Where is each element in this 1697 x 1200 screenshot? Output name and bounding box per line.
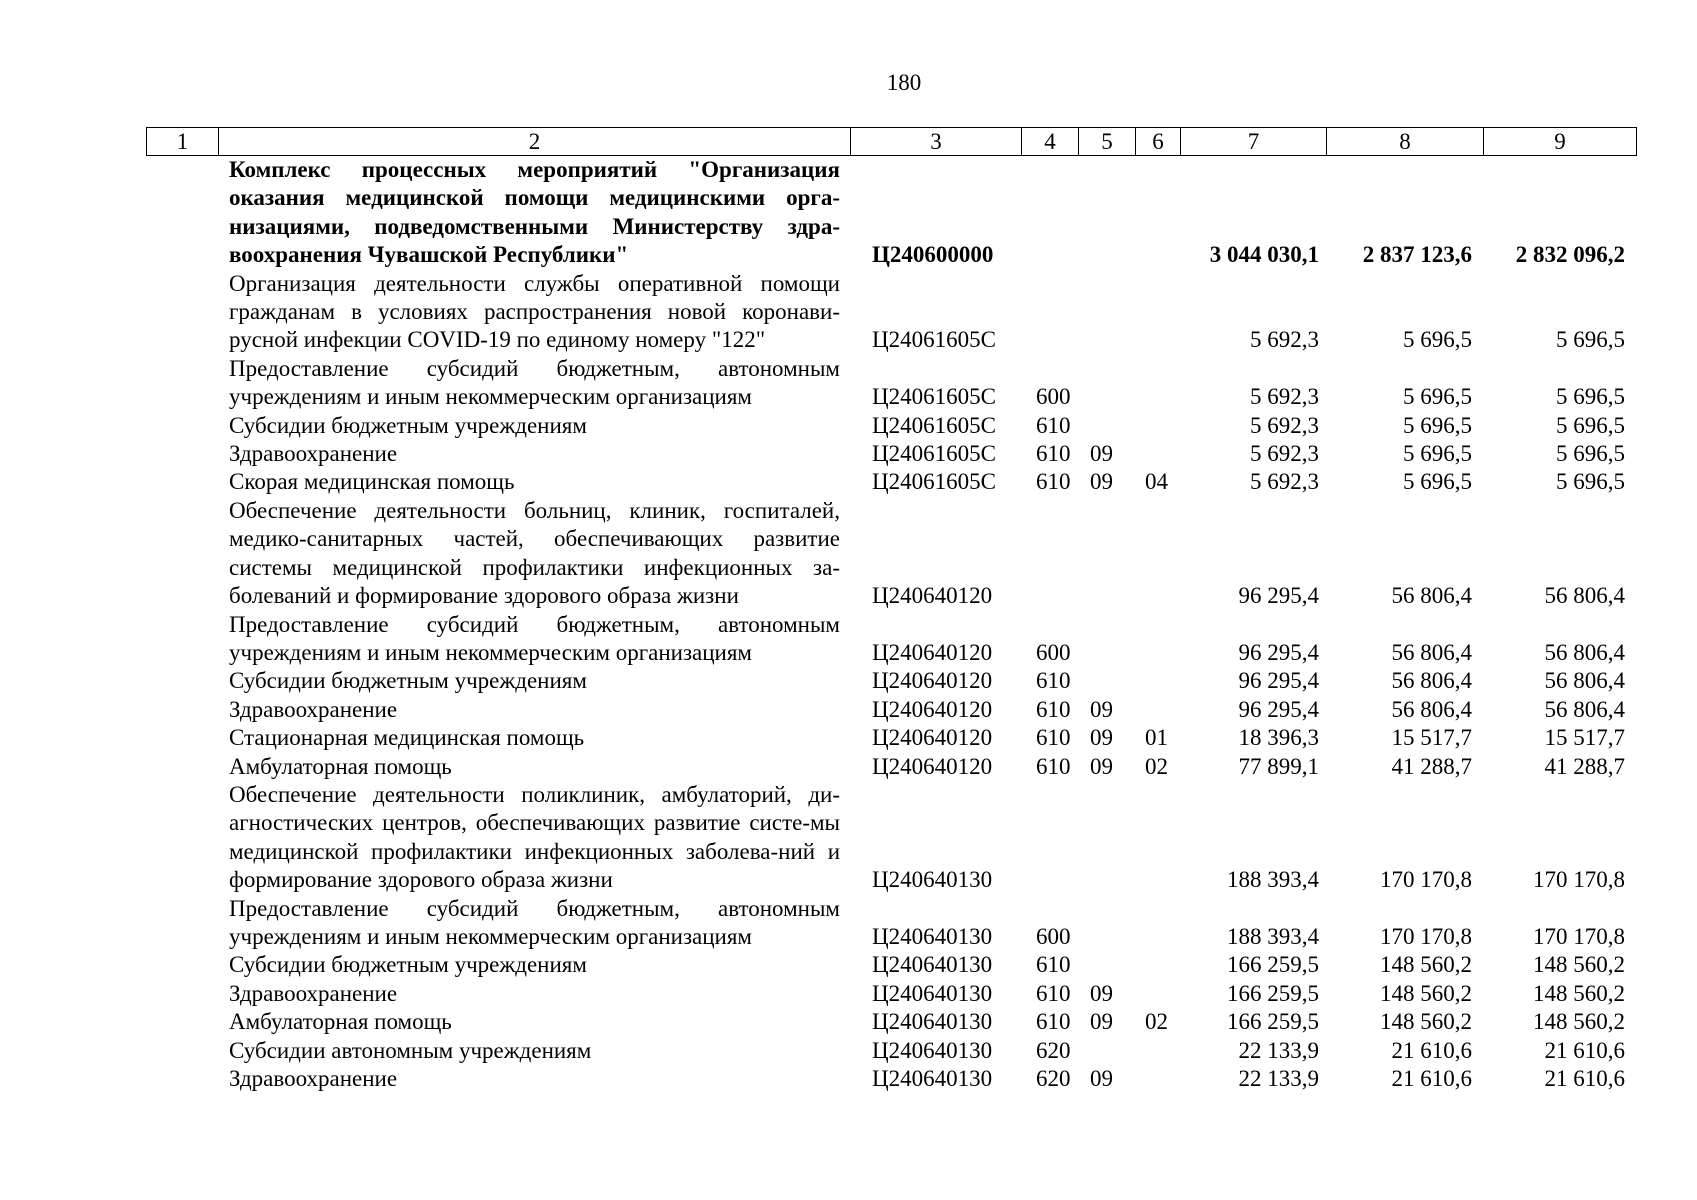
row-number-cell bbox=[146, 980, 218, 1008]
amount-year1-cell: 5 692,3 bbox=[1250, 327, 1319, 353]
target-code-cell: Ц24061605С bbox=[872, 441, 996, 467]
subsection-cell bbox=[1135, 270, 1180, 355]
amount-year1-cell: 166 259,5 bbox=[1227, 952, 1319, 978]
row-name-cell: Скорая медицинская помощь bbox=[229, 469, 515, 495]
row-name-cell: Обеспечение деятельности больниц, клиник, госпиталей, медико-санитарных частей, обеспечивающих развитие системы медицинской профилактики инфекционных за-болеваний и формирование здорового образа жизни bbox=[229, 497, 840, 609]
expense-type-cell: 610 bbox=[1036, 980, 1071, 1006]
section-cell: 09 bbox=[1090, 469, 1113, 495]
row-name-cell: Субсидии бюджетным учреждениям bbox=[229, 952, 587, 978]
target-code-cell: Ц240640130 bbox=[872, 1037, 993, 1063]
amount-year2-cell: 5 696,5 bbox=[1403, 412, 1472, 438]
section-cell: 09 bbox=[1090, 725, 1113, 751]
budget-table-body bbox=[146, 156, 1636, 1093]
section-cell bbox=[1078, 497, 1135, 611]
subsection-cell bbox=[1135, 412, 1180, 440]
subsection-cell bbox=[1135, 951, 1180, 979]
section-cell: 09 bbox=[1090, 980, 1113, 1006]
expense-type-cell: 610 bbox=[1036, 412, 1071, 438]
column-header-table bbox=[146, 127, 1637, 156]
target-code-cell: Ц24061605С bbox=[872, 412, 996, 438]
amount-year1-cell: 96 295,4 bbox=[1238, 583, 1319, 609]
amount-year3-cell: 56 806,4 bbox=[1544, 583, 1625, 609]
row-number-cell bbox=[146, 724, 218, 752]
table-row bbox=[146, 156, 1636, 270]
target-code-cell: Ц240640120 bbox=[872, 639, 993, 665]
table-row bbox=[146, 1008, 1636, 1036]
expense-type-cell bbox=[1021, 781, 1078, 895]
row-name-cell: Комплекс процессных мероприятий "Организация оказания медицинской помощи медицинскими орга-низациями, подведомственными Министерству здра-воохранения Чувашской Республики" bbox=[229, 157, 840, 268]
amount-year3-cell: 56 806,4 bbox=[1544, 696, 1625, 722]
section-cell: 09 bbox=[1090, 441, 1113, 467]
target-code-cell: Ц240640130 bbox=[872, 952, 993, 978]
table-row bbox=[146, 951, 1636, 979]
expense-type-cell: 610 bbox=[1036, 1009, 1071, 1035]
target-code-cell: Ц240640120 bbox=[872, 583, 993, 609]
row-number-cell bbox=[146, 895, 218, 952]
section-cell bbox=[1078, 270, 1135, 355]
row-number-cell bbox=[146, 951, 218, 979]
column-header-cell: 4 bbox=[1022, 128, 1079, 156]
row-number-cell bbox=[146, 412, 218, 440]
section-cell bbox=[1078, 355, 1135, 412]
subsection-cell: 02 bbox=[1145, 1009, 1168, 1035]
expense-type-cell bbox=[1021, 497, 1078, 611]
target-code-cell: Ц240640130 bbox=[872, 1066, 993, 1091]
row-name-cell: Обеспечение деятельности поликлиник, амбулаторий, ди-агностических центров, обеспечивающих развитие систе-мы медицинской профилактики инфекционных заболева-ний и формирование здорового образа жизни bbox=[229, 781, 840, 893]
table-row bbox=[146, 355, 1636, 412]
column-header-cell: 7 bbox=[1181, 128, 1327, 156]
column-header-cell: 2 bbox=[219, 128, 851, 156]
expense-type-cell: 620 bbox=[1036, 1066, 1071, 1091]
row-name-cell: Амбулаторная помощь bbox=[229, 1009, 452, 1035]
amount-year3-cell: 2 832 096,2 bbox=[1515, 242, 1625, 268]
amount-year3-cell: 170 170,8 bbox=[1533, 923, 1625, 949]
amount-year1-cell: 22 133,9 bbox=[1238, 1066, 1319, 1091]
table-row bbox=[146, 1065, 1636, 1093]
amount-year1-cell: 96 295,4 bbox=[1238, 668, 1319, 694]
subsection-cell bbox=[1135, 781, 1180, 895]
column-header-cell: 3 bbox=[851, 128, 1022, 156]
section-cell bbox=[1078, 667, 1135, 695]
row-number-cell bbox=[146, 611, 218, 668]
subsection-cell bbox=[1135, 696, 1180, 724]
amount-year3-cell: 56 806,4 bbox=[1544, 639, 1625, 665]
amount-year1-cell: 166 259,5 bbox=[1227, 1009, 1319, 1035]
section-cell bbox=[1078, 951, 1135, 979]
amount-year2-cell: 2 837 123,6 bbox=[1362, 242, 1472, 268]
expense-type-cell: 620 bbox=[1036, 1037, 1071, 1063]
amount-year2-cell: 41 288,7 bbox=[1391, 753, 1472, 779]
table-row bbox=[146, 497, 1636, 611]
target-code-cell: Ц24061605С bbox=[872, 469, 996, 495]
row-name-cell: Предоставление субсидий бюджетным, автономным учреждениям и иным некоммерческим организациям bbox=[229, 611, 840, 665]
amount-year2-cell: 56 806,4 bbox=[1391, 639, 1472, 665]
section-cell: 09 bbox=[1090, 753, 1113, 779]
amount-year2-cell: 21 610,6 bbox=[1391, 1037, 1472, 1063]
subsection-cell bbox=[1135, 895, 1180, 952]
table-row bbox=[146, 412, 1636, 440]
section-cell: 09 bbox=[1090, 1066, 1113, 1091]
amount-year3-cell: 5 696,5 bbox=[1556, 384, 1625, 410]
row-name-cell: Здравоохранение bbox=[229, 441, 398, 467]
row-name-cell: Организация деятельности службы оперативной помощи гражданам в условиях распространения новой коронави-русной инфекции COVID-19 по единому номеру "122" bbox=[229, 270, 840, 353]
row-number-cell bbox=[146, 497, 218, 611]
amount-year3-cell: 15 517,7 bbox=[1544, 725, 1625, 751]
table-row bbox=[146, 781, 1636, 895]
target-code-cell: Ц240640120 bbox=[872, 753, 993, 779]
amount-year3-cell: 170 170,8 bbox=[1533, 867, 1625, 893]
section-cell: 09 bbox=[1090, 696, 1113, 722]
amount-year3-cell: 148 560,2 bbox=[1533, 1009, 1625, 1035]
amount-year1-cell: 96 295,4 bbox=[1238, 696, 1319, 722]
table-row bbox=[146, 270, 1636, 355]
row-number-cell bbox=[146, 781, 218, 895]
section-cell bbox=[1078, 1037, 1135, 1065]
target-code-cell: Ц240640120 bbox=[872, 696, 993, 722]
subsection-cell: 02 bbox=[1145, 753, 1168, 779]
page-number: 180 bbox=[886, 70, 922, 95]
amount-year2-cell: 5 696,5 bbox=[1403, 469, 1472, 495]
subsection-cell bbox=[1135, 1065, 1180, 1093]
amount-year3-cell: 5 696,5 bbox=[1556, 412, 1625, 438]
subsection-cell bbox=[1135, 497, 1180, 611]
amount-year1-cell: 18 396,3 bbox=[1238, 725, 1319, 751]
row-name-cell: Здравоохранение bbox=[229, 696, 398, 722]
subsection-cell bbox=[1135, 611, 1180, 668]
row-number-cell bbox=[146, 156, 218, 270]
target-code-cell: Ц240640130 bbox=[872, 1009, 993, 1035]
row-number-cell bbox=[146, 468, 218, 496]
amount-year1-cell: 22 133,9 bbox=[1238, 1037, 1319, 1063]
amount-year2-cell: 56 806,4 bbox=[1391, 583, 1472, 609]
amount-year2-cell: 148 560,2 bbox=[1380, 952, 1472, 978]
amount-year3-cell: 5 696,5 bbox=[1556, 469, 1625, 495]
expense-type-cell: 610 bbox=[1036, 441, 1071, 467]
table-row bbox=[146, 440, 1636, 468]
table-row bbox=[146, 1037, 1636, 1065]
section-cell bbox=[1078, 412, 1135, 440]
column-header-cell: 6 bbox=[1136, 128, 1181, 156]
amount-year3-cell: 21 610,6 bbox=[1544, 1066, 1625, 1091]
amount-year3-cell: 5 696,5 bbox=[1556, 327, 1625, 353]
table-row bbox=[146, 980, 1636, 1008]
target-code-cell: Ц240600000 bbox=[872, 242, 994, 268]
amount-year3-cell: 148 560,2 bbox=[1533, 952, 1625, 978]
subsection-cell bbox=[1135, 355, 1180, 412]
subsection-cell bbox=[1135, 156, 1180, 270]
expense-type-cell: 610 bbox=[1036, 952, 1071, 978]
amount-year2-cell: 5 696,5 bbox=[1403, 327, 1472, 353]
subsection-cell bbox=[1135, 440, 1180, 468]
amount-year2-cell: 148 560,2 bbox=[1380, 980, 1472, 1006]
row-name-cell: Субсидии бюджетным учреждениям bbox=[229, 412, 587, 438]
row-number-cell bbox=[146, 270, 218, 355]
amount-year3-cell: 5 696,5 bbox=[1556, 441, 1625, 467]
amount-year2-cell: 170 170,8 bbox=[1380, 867, 1472, 893]
amount-year1-cell: 5 692,3 bbox=[1250, 384, 1319, 410]
target-code-cell: Ц24061605С bbox=[872, 384, 996, 410]
amount-year2-cell: 148 560,2 bbox=[1380, 1009, 1472, 1035]
section-cell: 09 bbox=[1090, 1009, 1113, 1035]
row-number-cell bbox=[146, 355, 218, 412]
expense-type-cell: 600 bbox=[1036, 639, 1071, 665]
row-number-cell bbox=[146, 696, 218, 724]
amount-year2-cell: 5 696,5 bbox=[1403, 441, 1472, 467]
amount-year3-cell: 56 806,4 bbox=[1544, 668, 1625, 694]
column-header-row bbox=[147, 128, 1637, 156]
expense-type-cell: 610 bbox=[1036, 753, 1071, 779]
target-code-cell: Ц240640130 bbox=[872, 980, 993, 1006]
subsection-cell bbox=[1135, 667, 1180, 695]
section-cell bbox=[1078, 895, 1135, 952]
amount-year1-cell: 3 044 030,1 bbox=[1209, 242, 1319, 268]
target-code-cell: Ц240640120 bbox=[872, 725, 993, 751]
table-row bbox=[146, 696, 1636, 724]
amount-year1-cell: 188 393,4 bbox=[1227, 867, 1319, 893]
column-header-cell: 1 bbox=[147, 128, 219, 156]
column-header-cell: 8 bbox=[1327, 128, 1484, 156]
budget-table bbox=[146, 156, 1636, 1093]
target-code-cell: Ц240640130 bbox=[872, 867, 993, 893]
row-name-cell: Субсидии бюджетным учреждениям bbox=[229, 668, 587, 694]
expense-type-cell: 610 bbox=[1036, 725, 1071, 751]
amount-year1-cell: 5 692,3 bbox=[1250, 412, 1319, 438]
expense-type-cell: 610 bbox=[1036, 668, 1071, 694]
amount-year1-cell: 188 393,4 bbox=[1227, 923, 1319, 949]
row-name-cell: Предоставление субсидий бюджетным, автономным учреждениям и иным некоммерческим организациям bbox=[229, 355, 840, 410]
amount-year1-cell: 166 259,5 bbox=[1227, 980, 1319, 1006]
row-number-cell bbox=[146, 1065, 218, 1093]
section-cell bbox=[1078, 781, 1135, 895]
subsection-cell bbox=[1135, 980, 1180, 1008]
row-name-cell: Амбулаторная помощь bbox=[229, 753, 452, 779]
amount-year3-cell: 41 288,7 bbox=[1544, 753, 1625, 779]
target-code-cell: Ц240640130 bbox=[872, 923, 993, 949]
expense-type-cell: 600 bbox=[1036, 384, 1071, 410]
expense-type-cell: 610 bbox=[1036, 696, 1071, 722]
expense-type-cell bbox=[1021, 270, 1078, 355]
row-number-cell bbox=[146, 1008, 218, 1036]
target-code-cell: Ц240640120 bbox=[872, 668, 993, 694]
expense-type-cell: 600 bbox=[1036, 923, 1071, 949]
subsection-cell: 04 bbox=[1145, 469, 1168, 495]
subsection-cell: 01 bbox=[1145, 725, 1168, 751]
amount-year2-cell: 21 610,6 bbox=[1391, 1066, 1472, 1091]
table-row bbox=[146, 724, 1636, 752]
table-row bbox=[146, 611, 1636, 668]
amount-year2-cell: 56 806,4 bbox=[1391, 696, 1472, 722]
expense-type-cell: 610 bbox=[1036, 469, 1071, 495]
amount-year1-cell: 5 692,3 bbox=[1250, 469, 1319, 495]
row-name-cell: Стационарная медицинская помощь bbox=[229, 725, 585, 751]
amount-year1-cell: 77 899,1 bbox=[1238, 753, 1319, 779]
row-number-cell bbox=[146, 753, 218, 781]
amount-year1-cell: 5 692,3 bbox=[1250, 441, 1319, 467]
column-header-cell: 9 bbox=[1484, 128, 1637, 156]
amount-year3-cell: 148 560,2 bbox=[1533, 980, 1625, 1006]
row-name-cell: Здравоохранение bbox=[229, 1066, 398, 1091]
amount-year2-cell: 5 696,5 bbox=[1403, 384, 1472, 410]
amount-year3-cell: 21 610,6 bbox=[1544, 1037, 1625, 1063]
amount-year2-cell: 170 170,8 bbox=[1380, 923, 1472, 949]
section-cell bbox=[1078, 156, 1135, 270]
row-number-cell bbox=[146, 1037, 218, 1065]
row-name-cell: Предоставление субсидий бюджетным, автономным учреждениям и иным некоммерческим организациям bbox=[229, 895, 840, 949]
row-number-cell bbox=[146, 440, 218, 468]
row-number-cell bbox=[146, 667, 218, 695]
section-cell bbox=[1078, 611, 1135, 668]
table-row bbox=[146, 895, 1636, 952]
row-name-cell: Здравоохранение bbox=[229, 980, 398, 1006]
subsection-cell bbox=[1135, 1037, 1180, 1065]
amount-year2-cell: 15 517,7 bbox=[1391, 725, 1472, 751]
table-row bbox=[146, 753, 1636, 781]
target-code-cell: Ц24061605С bbox=[872, 327, 996, 353]
amount-year2-cell: 56 806,4 bbox=[1391, 668, 1472, 694]
column-header-cell: 5 bbox=[1079, 128, 1136, 156]
row-name-cell: Субсидии автономным учреждениям bbox=[229, 1037, 592, 1063]
amount-year1-cell: 96 295,4 bbox=[1238, 639, 1319, 665]
table-row bbox=[146, 468, 1636, 496]
table-row bbox=[146, 667, 1636, 695]
expense-type-cell bbox=[1021, 156, 1078, 270]
